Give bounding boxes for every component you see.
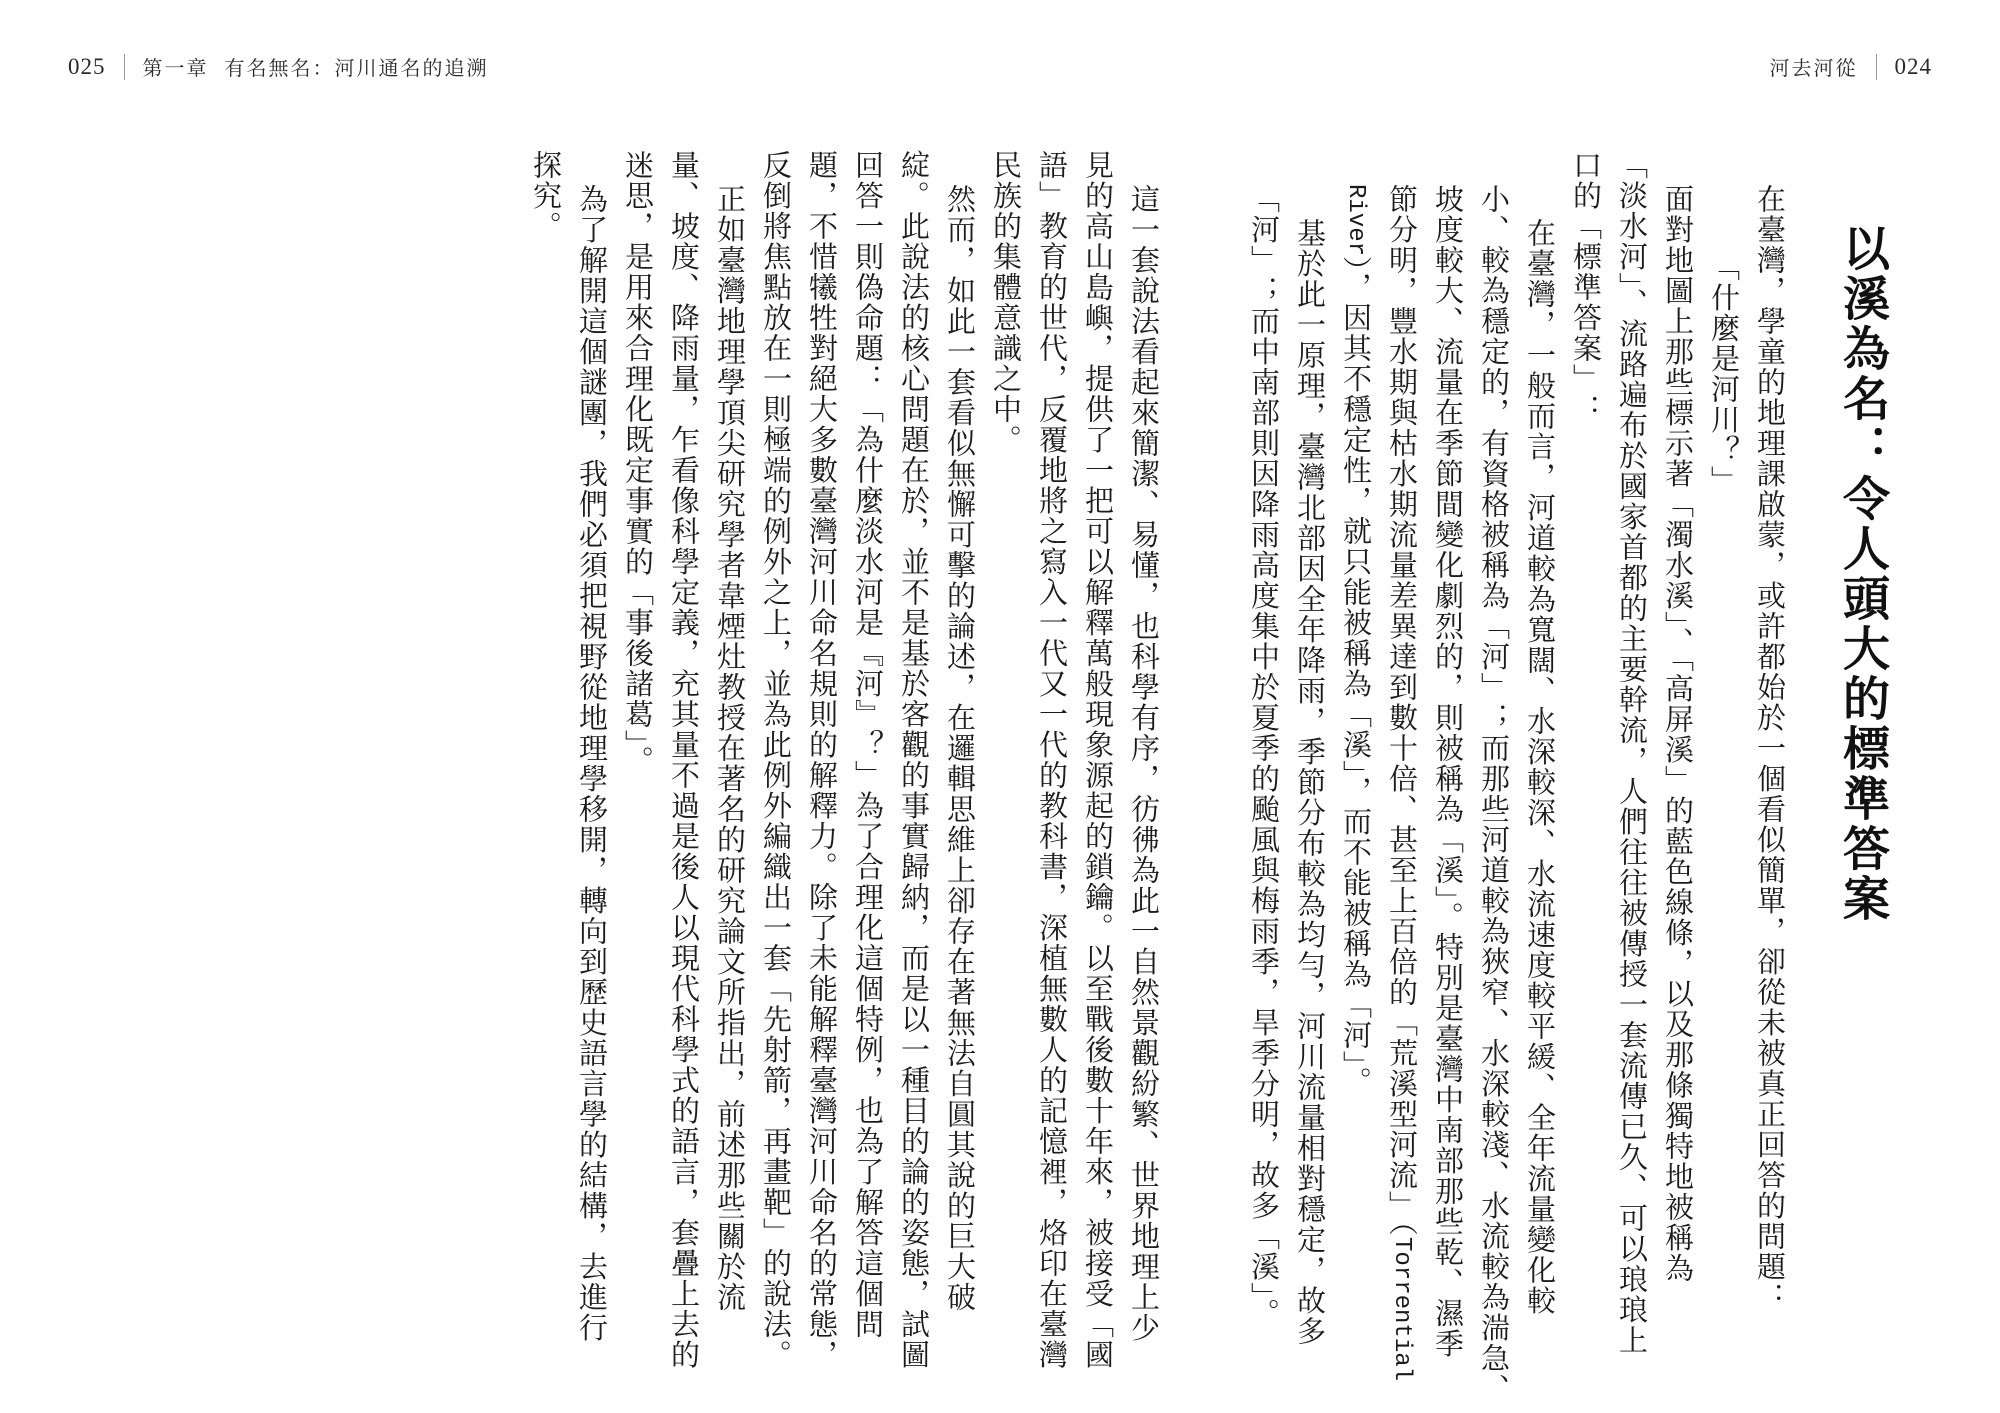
book-title: 河去河從	[1769, 58, 1858, 80]
header-divider-right	[1876, 54, 1877, 80]
running-head-left	[68, 52, 489, 81]
page-right-line: 在臺灣，一般而言，河道較為寬闊、水深較深、水流速度較平緩、全年流量變化較	[1523, 218, 1555, 1316]
page-left-line: 見的高山島嶼，提供了一把可以解釋萬般現象源起的鎖鑰。以至戰後數十年來，被接受「國	[1081, 150, 1113, 1370]
page-left-line: 綻。此說法的核心問題在於，並不是基於客觀的事實歸納，而是以一種目的論的姿態，試圖	[897, 150, 929, 1370]
latin-term: River	[1342, 184, 1369, 257]
page-right-line: 基於此一原理，臺灣北部因全年降雨，季節分布較為均勻，河川流量相對穩定，故多	[1293, 218, 1325, 1347]
latin-term: Torrential	[1388, 1237, 1415, 1382]
running-head-right	[1770, 52, 1933, 81]
chapter-number: 第一章	[142, 58, 209, 80]
chapter-title: 有名無名：河川通名的追溯	[224, 58, 489, 80]
page-left-line: 民族的集體意識之中。	[989, 150, 1021, 455]
folio-right: 024	[1894, 53, 1932, 79]
page-left-line: 正如臺灣地理學頂尖研究學者韋煙灶教授在著名的研究論文所指出，前述那些關於流	[713, 184, 745, 1313]
page-left-line: 迷思，是用來合理化既定事實的「事後諸葛」。	[621, 150, 653, 776]
page-left-line: 題，不惜犧牲對絕大多數臺灣河川命名規則的解釋力。除了未能解釋臺灣河川命名的常態，	[805, 150, 837, 1370]
text-spread	[105, 150, 1895, 1404]
page-right-line: 「什麼是河川？」	[1707, 252, 1739, 496]
page-left-line: 探究。	[529, 150, 561, 242]
section-heading: 以溪為名：令人頭大的標準答案	[1836, 224, 1888, 924]
page-left-line: 回答一則偽命題：「為什麼淡水河是『河』？」為了合理化這個特例，也為了解答這個問	[851, 150, 883, 1340]
page-right-line: 在臺灣，學童的地理課啟蒙，或許都始於一個看似簡單，卻從未被真正回答的問題：	[1753, 184, 1785, 1313]
page-right-line: 「河」；而中南部則因降雨高度集中於夏季的颱風與梅雨季，旱季分明，故多「溪」。	[1247, 184, 1279, 1329]
page-left-line: 反倒將焦點放在一則極端的例外之上，並為此例外編織出一套「先射箭，再畫靶」的說法。	[759, 150, 791, 1370]
page-right-line: River），因其不穩定性，就只能被稱為「溪」，而不能被稱為「河」。	[1339, 184, 1371, 1098]
page-gutter	[1157, 150, 1231, 160]
page-left-line: 量、坡度、降雨量，乍看像科學定義，充其量不過是後人以現代科學式的語言，套疊上去的	[667, 150, 699, 1370]
page-right-line: 坡度較大、流量在季節間變化劇烈的，則被稱為「溪」。特別是臺灣中南部那些乾、濕季	[1431, 184, 1463, 1359]
page-right-line: 節分明，豐水期與枯水期流量差異達到數十倍、甚至上百倍的「荒溪型河流」（Torrential	[1385, 184, 1417, 1382]
page-left-line: 然而，如此一套看似無懈可擊的論述，在邏輯思維上卻存在著無法自圓其說的巨大破	[943, 184, 975, 1313]
page-left-line: 語」教育的世代，反覆地將之寫入一代又一代的教科書，深植無數人的記憶裡，烙印在臺灣	[1035, 150, 1067, 1370]
page-left-line: 為了解開這個謎團，我們必須把視野從地理學移開，轉向到歷史語言學的結構，去進行	[575, 184, 607, 1343]
page-right-line: 口的「標準答案」：	[1569, 150, 1601, 425]
page-right-line: 「淡水河」、流路遍布於國家首都的主要幹流，人們往往被傳授一套流傳已久、可以琅琅上	[1615, 150, 1647, 1356]
header-divider-left	[124, 54, 125, 80]
folio-left: 025	[68, 53, 106, 79]
page-right-line: 面對地圖上那些標示著「濁水溪」、「高屏溪」的藍色線條，以及那條獨特地被稱為	[1661, 184, 1693, 1284]
page-right-line: 小、較為穩定的，有資格被稱為「河」；而那些河道較為狹窄、水深較淺、水流較為湍急、	[1477, 184, 1509, 1404]
page-left-line: 這一套說法看起來簡潔、易懂，也科學有序，彷彿為此一自然景觀紛繁、世界地理上少	[1127, 184, 1159, 1343]
